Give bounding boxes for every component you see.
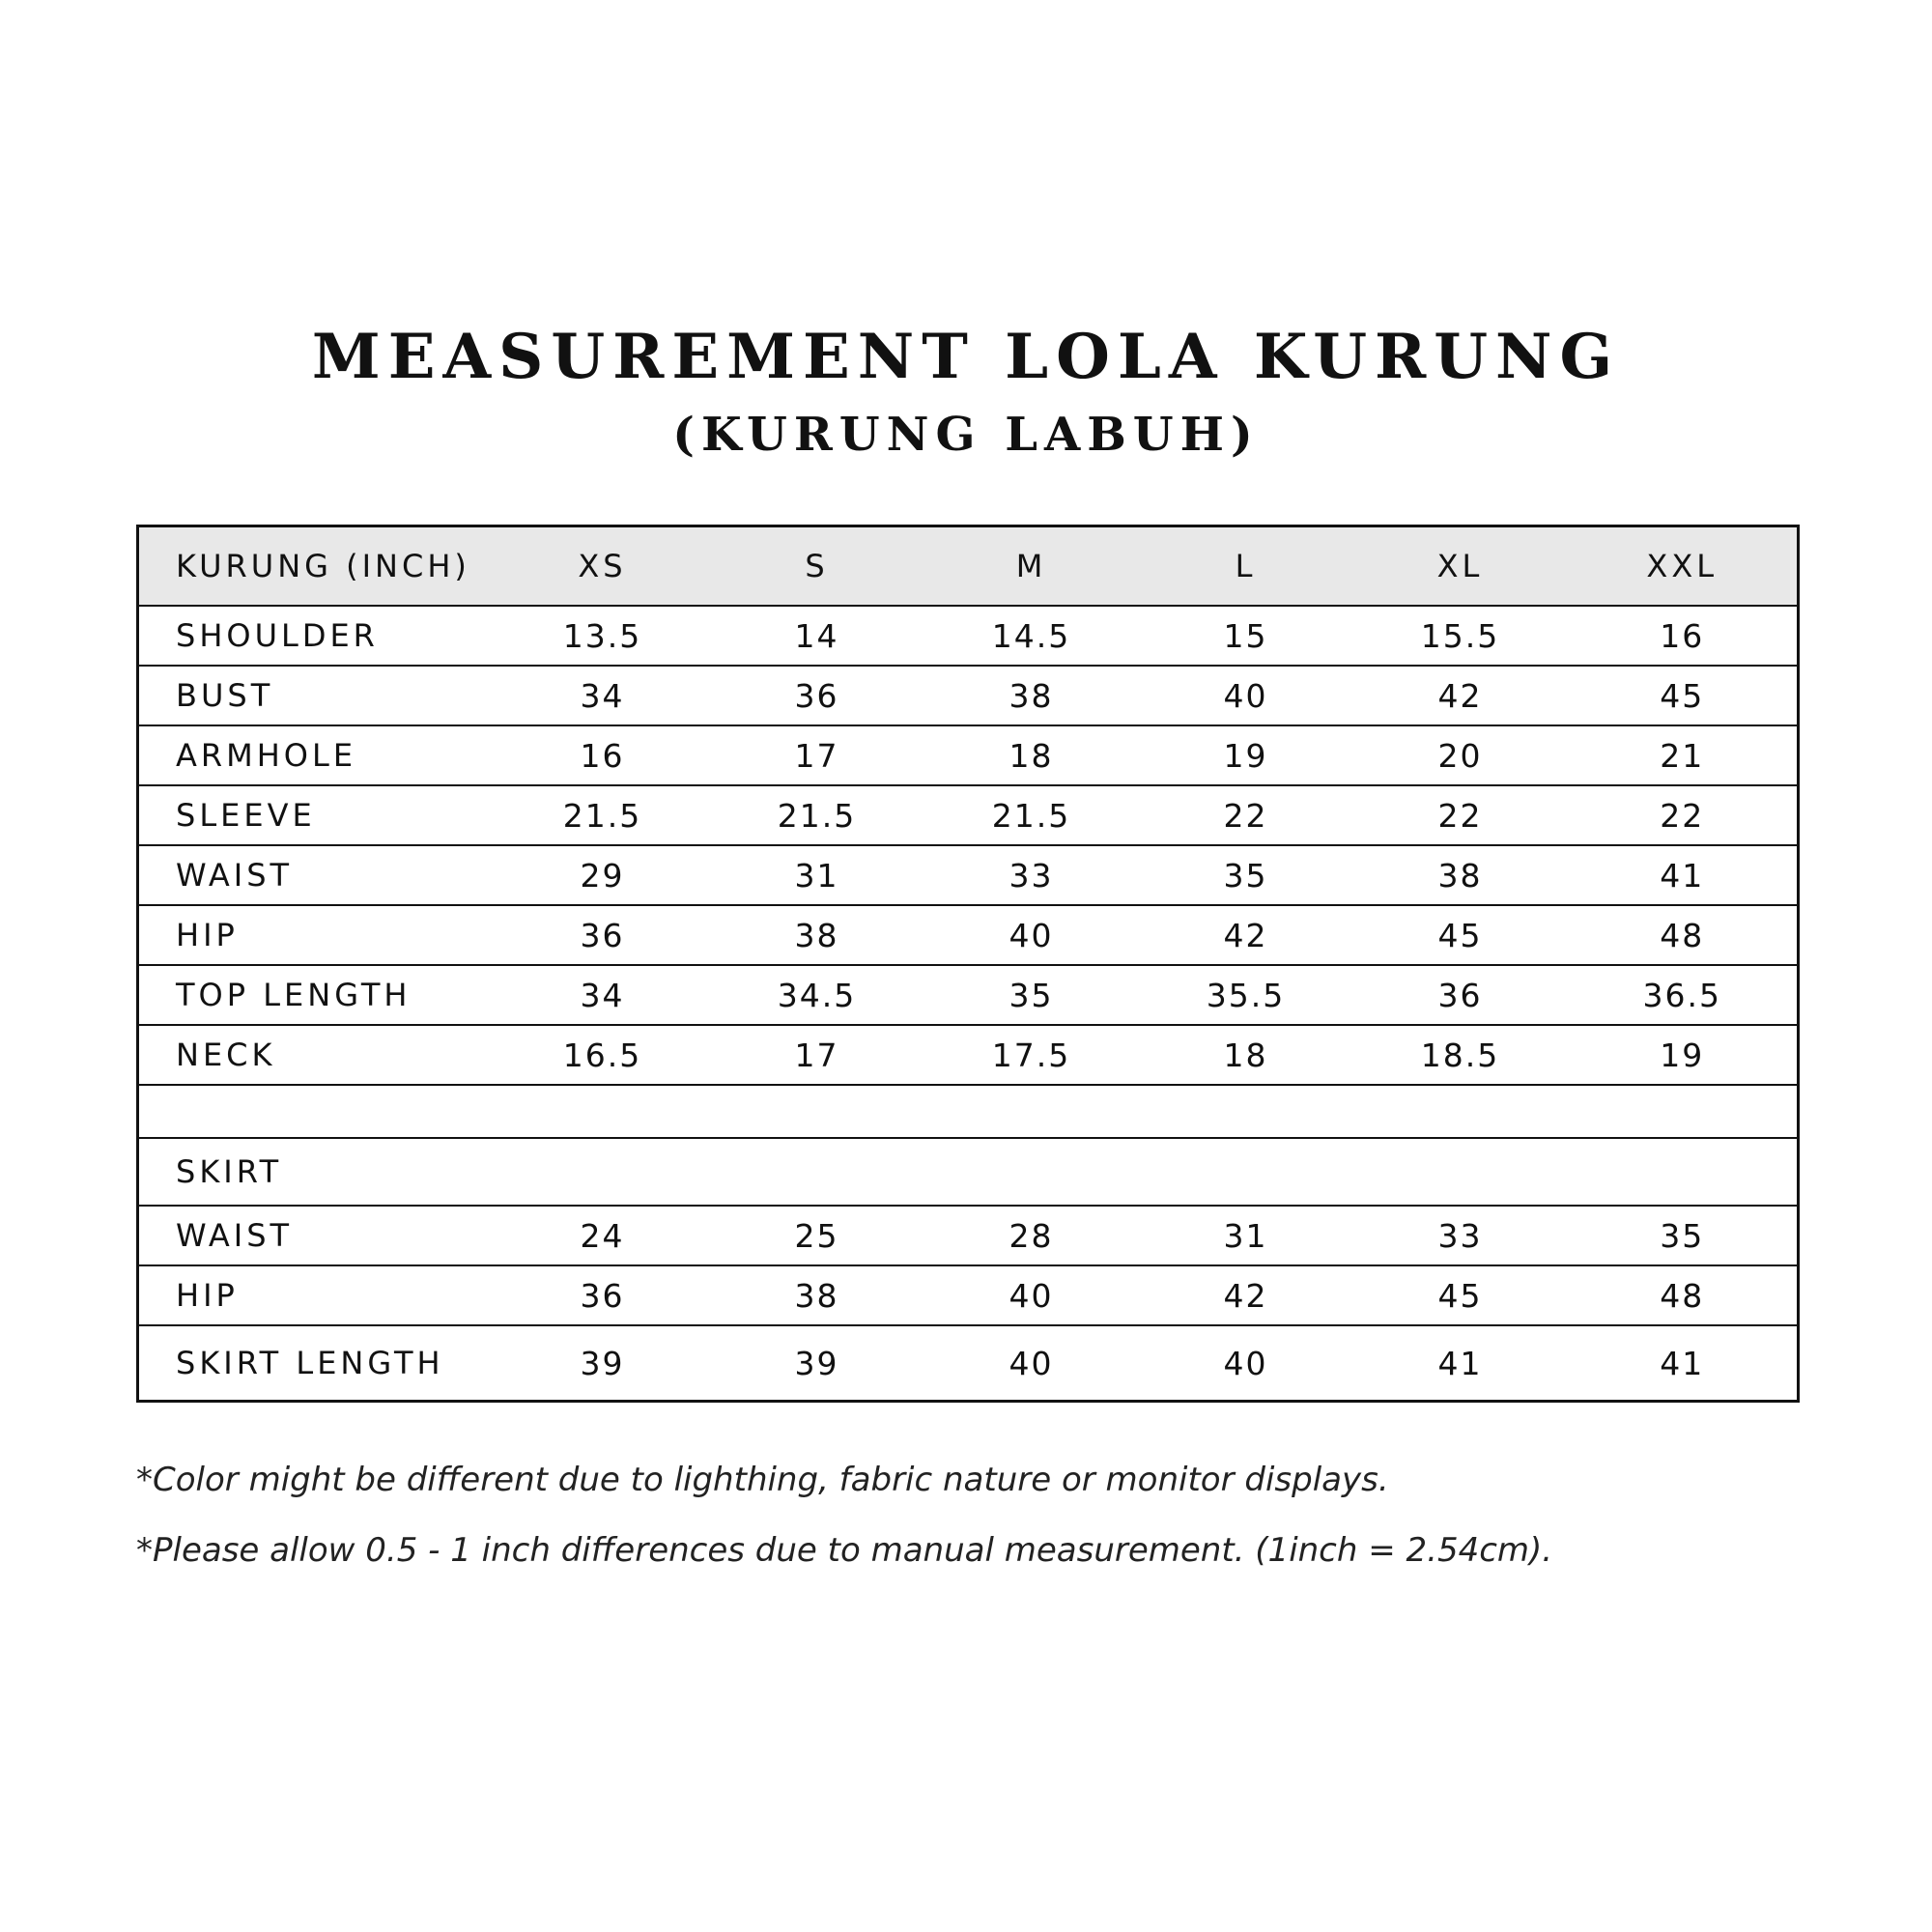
cell-value: 33	[924, 845, 1139, 905]
row-label: SKIRT LENGTH	[176, 1345, 444, 1381]
size-chart-table	[136, 525, 1800, 1403]
cell-value: 35	[1139, 845, 1353, 905]
cell-value: 38	[710, 905, 924, 965]
cell-value: 35.5	[1139, 965, 1353, 1025]
cell-value: 16	[496, 725, 710, 785]
cell-value: 36	[496, 1265, 710, 1325]
table-row	[138, 1325, 1799, 1402]
header-size-l: L	[1139, 526, 1353, 607]
table-body	[138, 606, 1799, 1402]
table-row	[138, 1265, 1799, 1325]
cell-value: 18	[924, 725, 1139, 785]
cell-value: 36	[710, 666, 924, 725]
cell-value: 41	[1660, 1344, 1705, 1382]
cell-value: 28	[924, 1206, 1139, 1265]
row-label: ARMHOLE	[138, 725, 496, 785]
row-label: BUST	[138, 666, 496, 725]
header-size-m: M	[924, 526, 1139, 607]
section-label-skirt: SKIRT	[138, 1138, 1799, 1206]
cell-value: 17.5	[924, 1025, 1139, 1085]
cell-value: 39	[580, 1344, 625, 1382]
cell-value: 13.5	[496, 606, 710, 666]
cell-value: 38	[710, 1265, 924, 1325]
row-label: TOP LENGTH	[138, 965, 496, 1025]
table-header	[138, 526, 1799, 607]
cell-value: 40	[1223, 1344, 1268, 1382]
cell-value: 34	[496, 666, 710, 725]
table-row	[138, 845, 1799, 905]
cell-value: 40	[1139, 666, 1353, 725]
spacer-row	[138, 1085, 1799, 1138]
row-label: HIP	[138, 905, 496, 965]
cell-value: 40	[924, 905, 1139, 965]
cell-value: 20	[1353, 725, 1568, 785]
cell-value: 36	[1353, 965, 1568, 1025]
cell-value: 18	[1139, 1025, 1353, 1085]
cell-value: 21.5	[710, 785, 924, 845]
header-size-s: S	[710, 526, 924, 607]
cell-value: 19	[1139, 725, 1353, 785]
cell-value: 15.5	[1353, 606, 1568, 666]
cell-value: 35	[1568, 1206, 1799, 1265]
table-row	[138, 666, 1799, 725]
cell-value: 34.5	[710, 965, 924, 1025]
cell-value: 48	[1568, 905, 1799, 965]
row-label: WAIST	[138, 845, 496, 905]
table-row	[138, 725, 1799, 785]
cell-value: 21.5	[496, 785, 710, 845]
cell-value: 45	[1353, 1265, 1568, 1325]
header-row	[138, 526, 1799, 607]
row-label: NECK	[138, 1025, 496, 1085]
cell-value: 38	[924, 666, 1139, 725]
cell-value: 19	[1568, 1025, 1799, 1085]
cell-value: 48	[1568, 1265, 1799, 1325]
row-label: SLEEVE	[138, 785, 496, 845]
cell-value: 15	[1139, 606, 1353, 666]
cell-value: 36.5	[1568, 965, 1799, 1025]
row-label: HIP	[138, 1265, 496, 1325]
cell-value: 16	[1568, 606, 1799, 666]
row-label: SHOULDER	[138, 606, 496, 666]
header-size-xl: XL	[1353, 526, 1568, 607]
cell-value: 14	[710, 606, 924, 666]
cell-value: 40	[1009, 1344, 1054, 1382]
table-row	[138, 965, 1799, 1025]
spacer-cell	[138, 1085, 1799, 1138]
header-size-xxl: XXL	[1568, 526, 1799, 607]
cell-value: 24	[496, 1206, 710, 1265]
cell-value: 36	[496, 905, 710, 965]
cell-value: 41	[1437, 1344, 1483, 1382]
table-row	[138, 1025, 1799, 1085]
cell-value: 31	[1139, 1206, 1353, 1265]
cell-value: 42	[1139, 905, 1353, 965]
cell-value: 45	[1568, 666, 1799, 725]
cell-value: 34	[496, 965, 710, 1025]
header-label: KURUNG (INCH)	[138, 526, 496, 607]
cell-value: 29	[496, 845, 710, 905]
cell-value: 22	[1353, 785, 1568, 845]
cell-value: 16.5	[496, 1025, 710, 1085]
page-title: MEASUREMENT LOLA KURUNG	[311, 321, 1621, 393]
cell-value: 42	[1353, 666, 1568, 725]
cell-value: 31	[710, 845, 924, 905]
header-size-xs: XS	[496, 526, 710, 607]
cell-value: 40	[924, 1265, 1139, 1325]
cell-value: 38	[1353, 845, 1568, 905]
note-measurement-disclaimer: *Please allow 0.5 - 1 inch differences due to manual measurement. (1inch = 2.54cm).	[136, 1531, 1553, 1570]
cell-value: 17	[710, 1025, 924, 1085]
cell-value: 22	[1139, 785, 1353, 845]
cell-value: 17	[710, 725, 924, 785]
cell-value: 25	[710, 1206, 924, 1265]
cell-value: 21	[1568, 725, 1799, 785]
cell-value: 45	[1353, 905, 1568, 965]
page-subtitle: (KURUNG LABUH)	[672, 408, 1260, 462]
cell-value: 18.5	[1353, 1025, 1568, 1085]
table-row	[138, 905, 1799, 965]
cell-value: 42	[1139, 1265, 1353, 1325]
cell-value: 41	[1568, 845, 1799, 905]
note-color-disclaimer: *Color might be different due to lighthing, fabric nature or monitor displays.	[136, 1461, 1389, 1499]
table-row	[138, 606, 1799, 666]
cell-value: 14.5	[924, 606, 1139, 666]
cell-value: 21.5	[924, 785, 1139, 845]
row-label: WAIST	[138, 1206, 496, 1265]
table-row	[138, 785, 1799, 845]
section-row-skirt	[138, 1138, 1799, 1206]
cell-value: 33	[1353, 1206, 1568, 1265]
cell-value: 39	[794, 1344, 839, 1382]
cell-value: 22	[1568, 785, 1799, 845]
cell-value: 35	[924, 965, 1139, 1025]
table-row	[138, 1206, 1799, 1265]
